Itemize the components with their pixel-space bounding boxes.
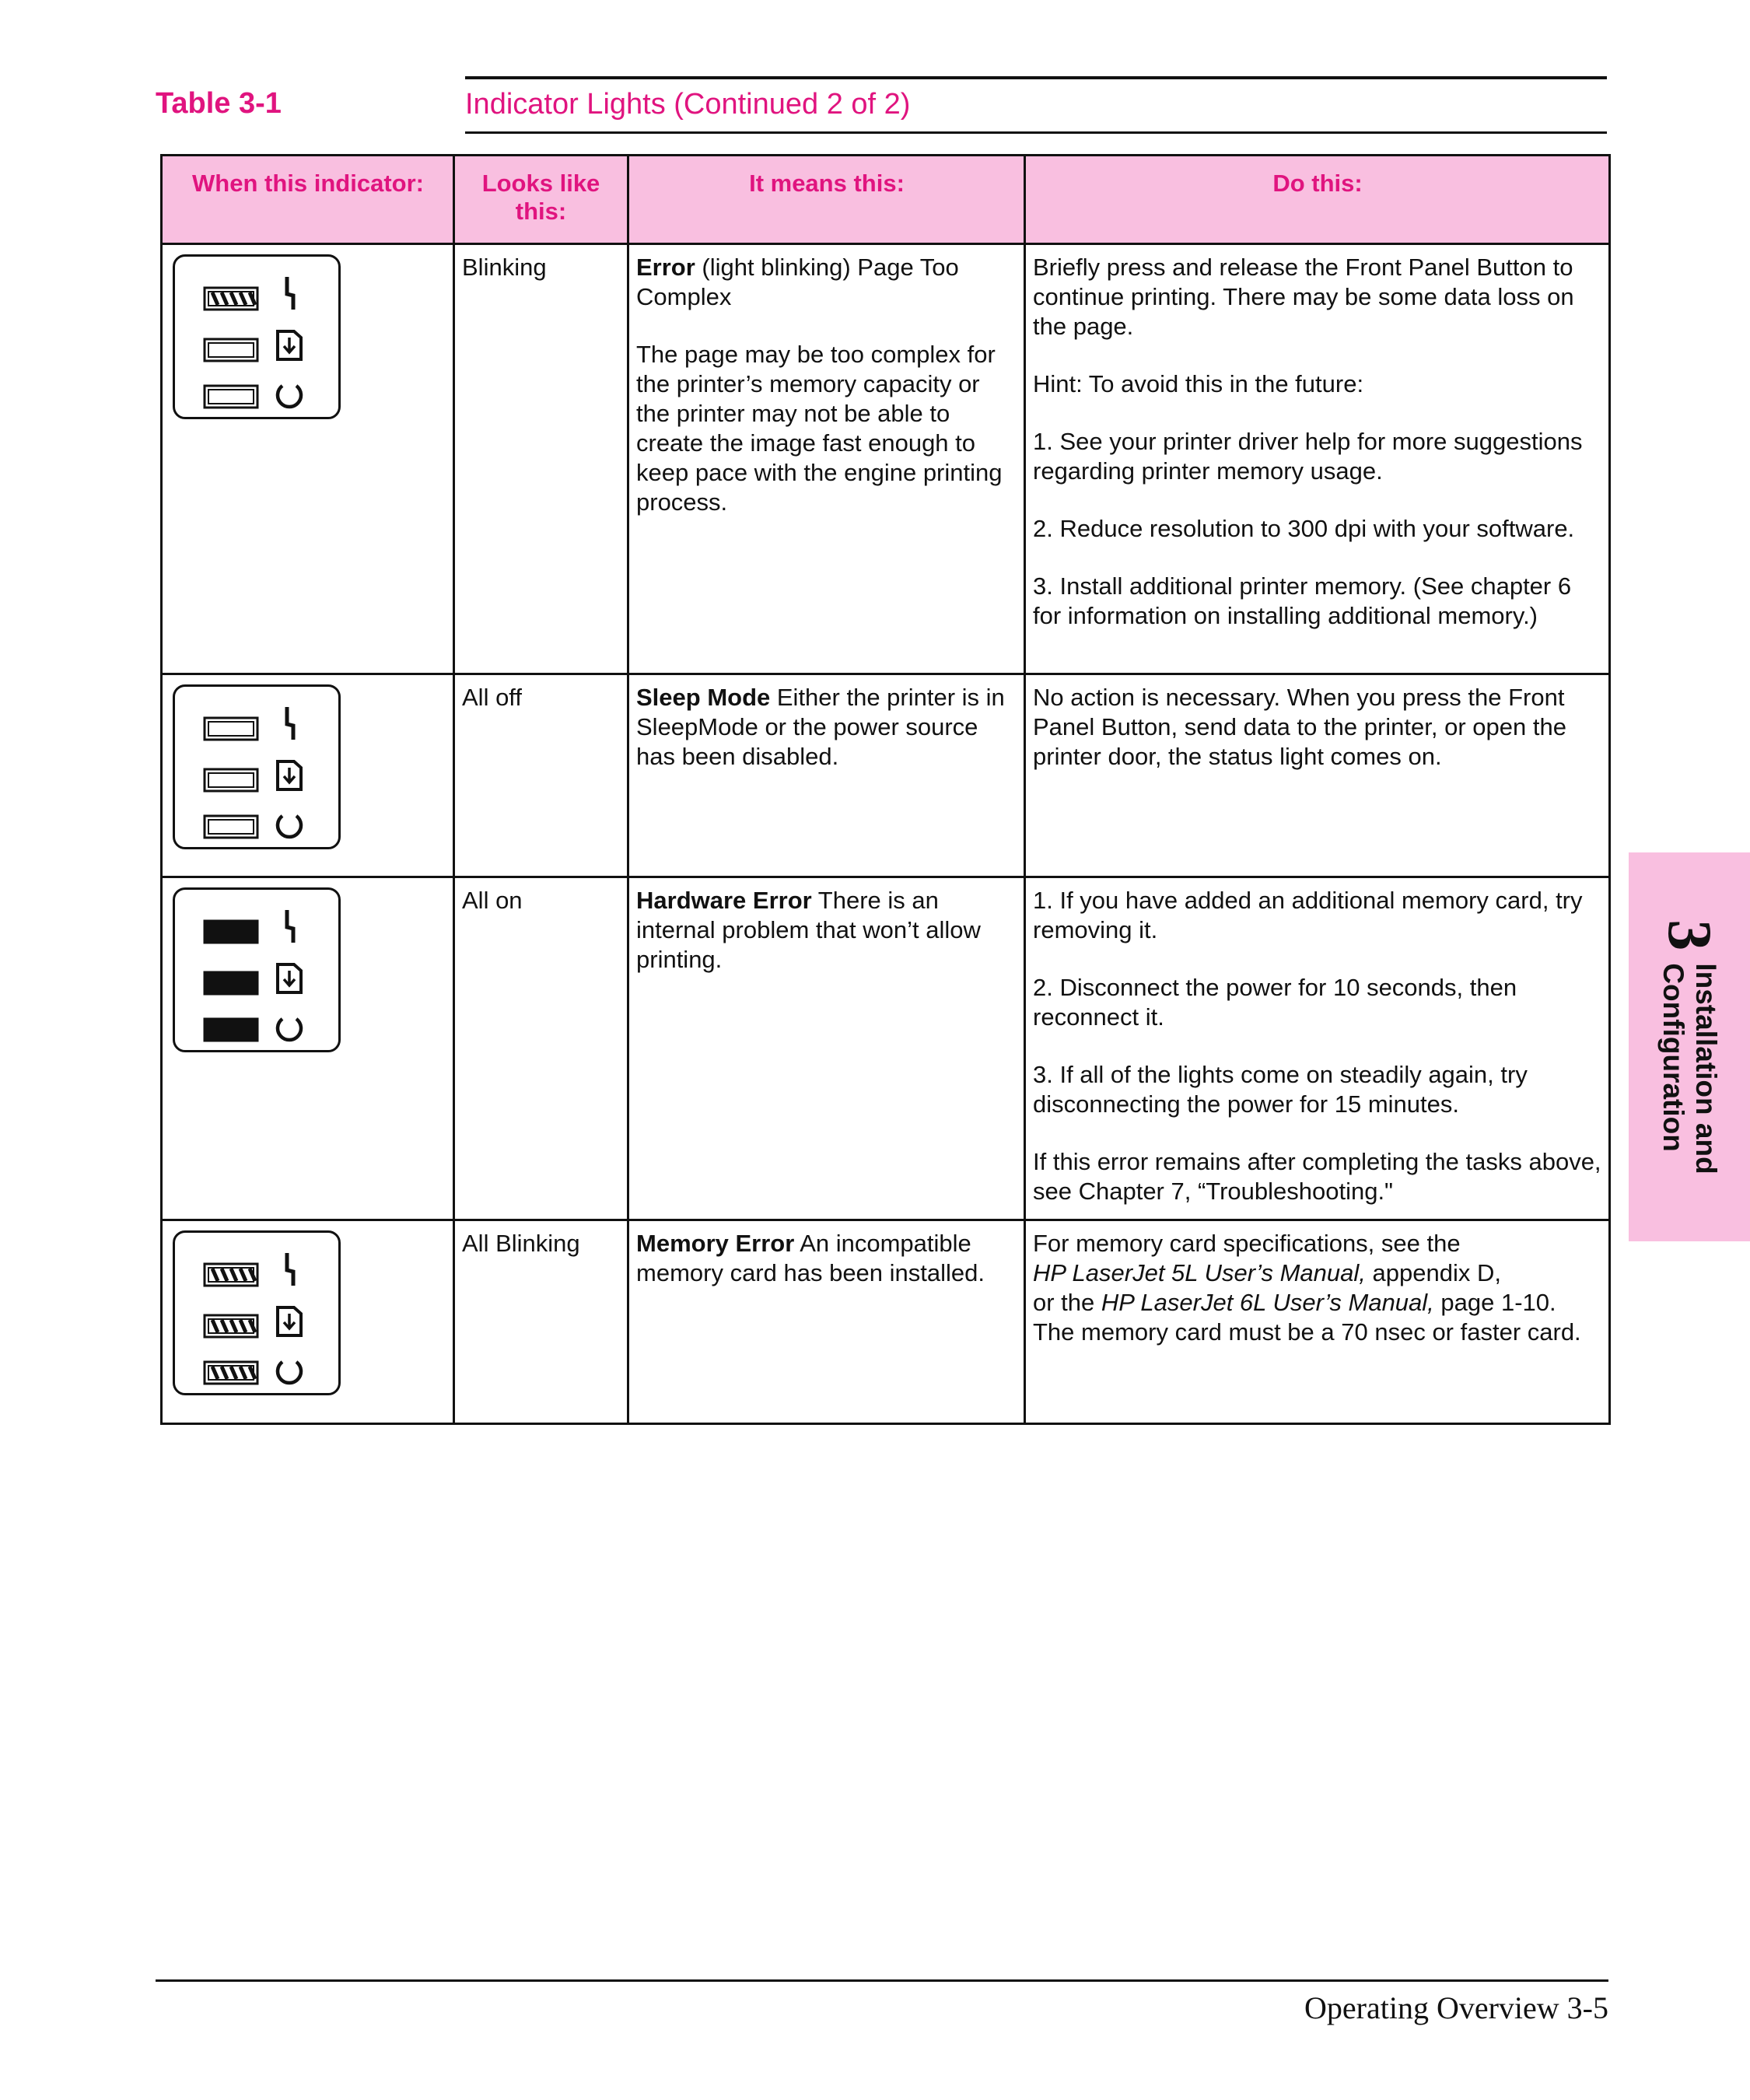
do-cell — [1025, 244, 1610, 674]
data-page-icon — [278, 964, 301, 992]
column-header-looks-like: Looks like this: — [454, 156, 628, 244]
do-step: Briefly press and release the Front Panel Button to continue printing. There may be some data loss on the page. — [1033, 254, 1574, 340]
data-page-icon — [278, 1307, 301, 1335]
data-page-icon — [278, 331, 301, 359]
indicator-lights-graphic — [175, 890, 343, 1055]
do-cell: For memory card specifications, see the HP LaserJet 5L User’s Manual, appendix D, or the HP LaserJet 6L User’s Manual, page 1-10. The memory card must be a 70 nsec or faster card. — [1025, 1220, 1610, 1424]
table-row — [162, 244, 1610, 674]
indicator-panel-error-blinking — [173, 254, 341, 419]
means-title: Error — [636, 254, 695, 281]
means-title: Memory Error — [636, 1230, 795, 1257]
do-cell — [1025, 877, 1610, 1220]
indicator-panel-all-blinking — [173, 1230, 341, 1395]
data-lamp — [205, 769, 257, 791]
table-row — [162, 877, 1610, 1220]
means-cell — [628, 1220, 1025, 1424]
table-header-row — [162, 156, 1610, 244]
page-footer: Operating Overview 3-5 — [1304, 1990, 1608, 2025]
manual-reference-5l: HP LaserJet 5L User’s Manual, — [1033, 1259, 1366, 1286]
do-step-line: For memory card specifications, see the — [1033, 1230, 1461, 1257]
indicator-cell — [162, 244, 454, 674]
error-lamp — [205, 288, 257, 310]
means-cell — [628, 674, 1025, 877]
indicator-cell — [162, 674, 454, 877]
means-title: Sleep Mode — [636, 684, 771, 711]
do-step: 1. If you have added an additional memory card, try removing it. — [1033, 887, 1583, 943]
ready-power-icon — [278, 1362, 301, 1383]
means-description: There is an internal problem that won’t allow printing. — [636, 887, 981, 973]
column-header-indicator: When this indicator: — [162, 156, 454, 244]
chapter-number: 3 — [1655, 919, 1724, 951]
footer-rule — [156, 1979, 1608, 1982]
indicator-panel-all-off — [173, 684, 341, 849]
means-description: Either the printer is in SleepMode or the power source has been disabled. — [636, 684, 1005, 770]
data-page-icon — [278, 761, 301, 789]
table-label: Table 3-1 — [156, 87, 282, 120]
means-extra: The page may be too complex for the printer’s memory capacity or the printer may not be able to create the image fast enough to keep pace with the engine printing process. — [636, 341, 1003, 516]
data-lamp — [205, 972, 257, 994]
manual-reference-6l: HP LaserJet 6L User’s Manual, — [1101, 1289, 1434, 1316]
indicator-panel-all-on — [173, 887, 341, 1052]
column-header-means: It means this: — [628, 156, 1025, 244]
means-cell — [628, 244, 1025, 674]
error-lightning-icon — [287, 277, 293, 310]
ready-lamp — [205, 386, 257, 408]
do-step: 3. If all of the lights come on steadily again, try disconnecting the power for 15 minutes. — [1033, 1061, 1528, 1118]
data-lamp — [205, 339, 257, 361]
ready-lamp — [205, 816, 257, 838]
ready-power-icon — [278, 386, 301, 407]
indicator-lights-graphic — [175, 687, 343, 852]
looks-like-cell: All on — [454, 877, 628, 1220]
do-step: 2. Reduce resolution to 300 dpi with your software. — [1033, 515, 1575, 542]
table-row — [162, 674, 1610, 877]
indicator-lights-graphic — [175, 257, 343, 422]
do-step: 1. See your printer driver help for more suggestions regarding printer memory usage. — [1033, 428, 1583, 485]
means-title: Hardware Error — [636, 887, 812, 914]
looks-like-cell: Blinking — [454, 244, 628, 674]
chapter-side-tab — [1629, 852, 1750, 1241]
do-step: If this error remains after completing the tasks above, see Chapter 7, “Troubleshooting." — [1033, 1148, 1601, 1205]
table-title: Indicator Lights (Continued 2 of 2) — [465, 88, 911, 121]
error-lamp — [205, 1264, 257, 1286]
error-lamp — [205, 921, 257, 943]
error-lightning-icon — [287, 1253, 293, 1286]
column-header-do: Do this: — [1025, 156, 1610, 244]
ready-lamp — [205, 1362, 257, 1384]
indicator-cell — [162, 1220, 454, 1424]
ready-power-icon — [278, 816, 301, 837]
ready-lamp — [205, 1019, 257, 1041]
caption-rule-bottom — [465, 131, 1607, 134]
do-step: Hint: To avoid this in the future: — [1033, 370, 1364, 397]
do-cell — [1025, 674, 1610, 877]
do-step: 2. Disconnect the power for 10 seconds, then reconnect it. — [1033, 974, 1517, 1031]
do-step: 3. Install additional printer memory. (See chapter 6 for information on installing additional memory.) — [1033, 572, 1572, 629]
caption-rule-top — [465, 76, 1607, 79]
do-step: No action is necessary. When you press the Front Panel Button, send data to the printer, or open the printer door, the status light comes on. — [1033, 684, 1566, 770]
ready-power-icon — [278, 1019, 301, 1040]
looks-like-cell: All Blinking — [454, 1220, 628, 1424]
do-step-line: The memory card must be a 70 nsec or faster card. — [1033, 1318, 1581, 1346]
indicator-cell — [162, 877, 454, 1220]
means-description: (light blinking) Page Too Complex — [636, 254, 959, 310]
error-lamp — [205, 718, 257, 740]
data-lamp — [205, 1315, 257, 1337]
indicator-lights-graphic — [175, 1233, 343, 1398]
looks-like-cell: All off — [454, 674, 628, 877]
means-cell — [628, 877, 1025, 1220]
means-description: An incompatible memory card has been installed. — [636, 1230, 985, 1286]
error-lightning-icon — [287, 707, 293, 740]
chapter-title: Installation and Configuration — [1657, 963, 1722, 1174]
table-row — [162, 1220, 1610, 1424]
indicator-lights-table — [160, 154, 1611, 1425]
error-lightning-icon — [287, 910, 293, 943]
